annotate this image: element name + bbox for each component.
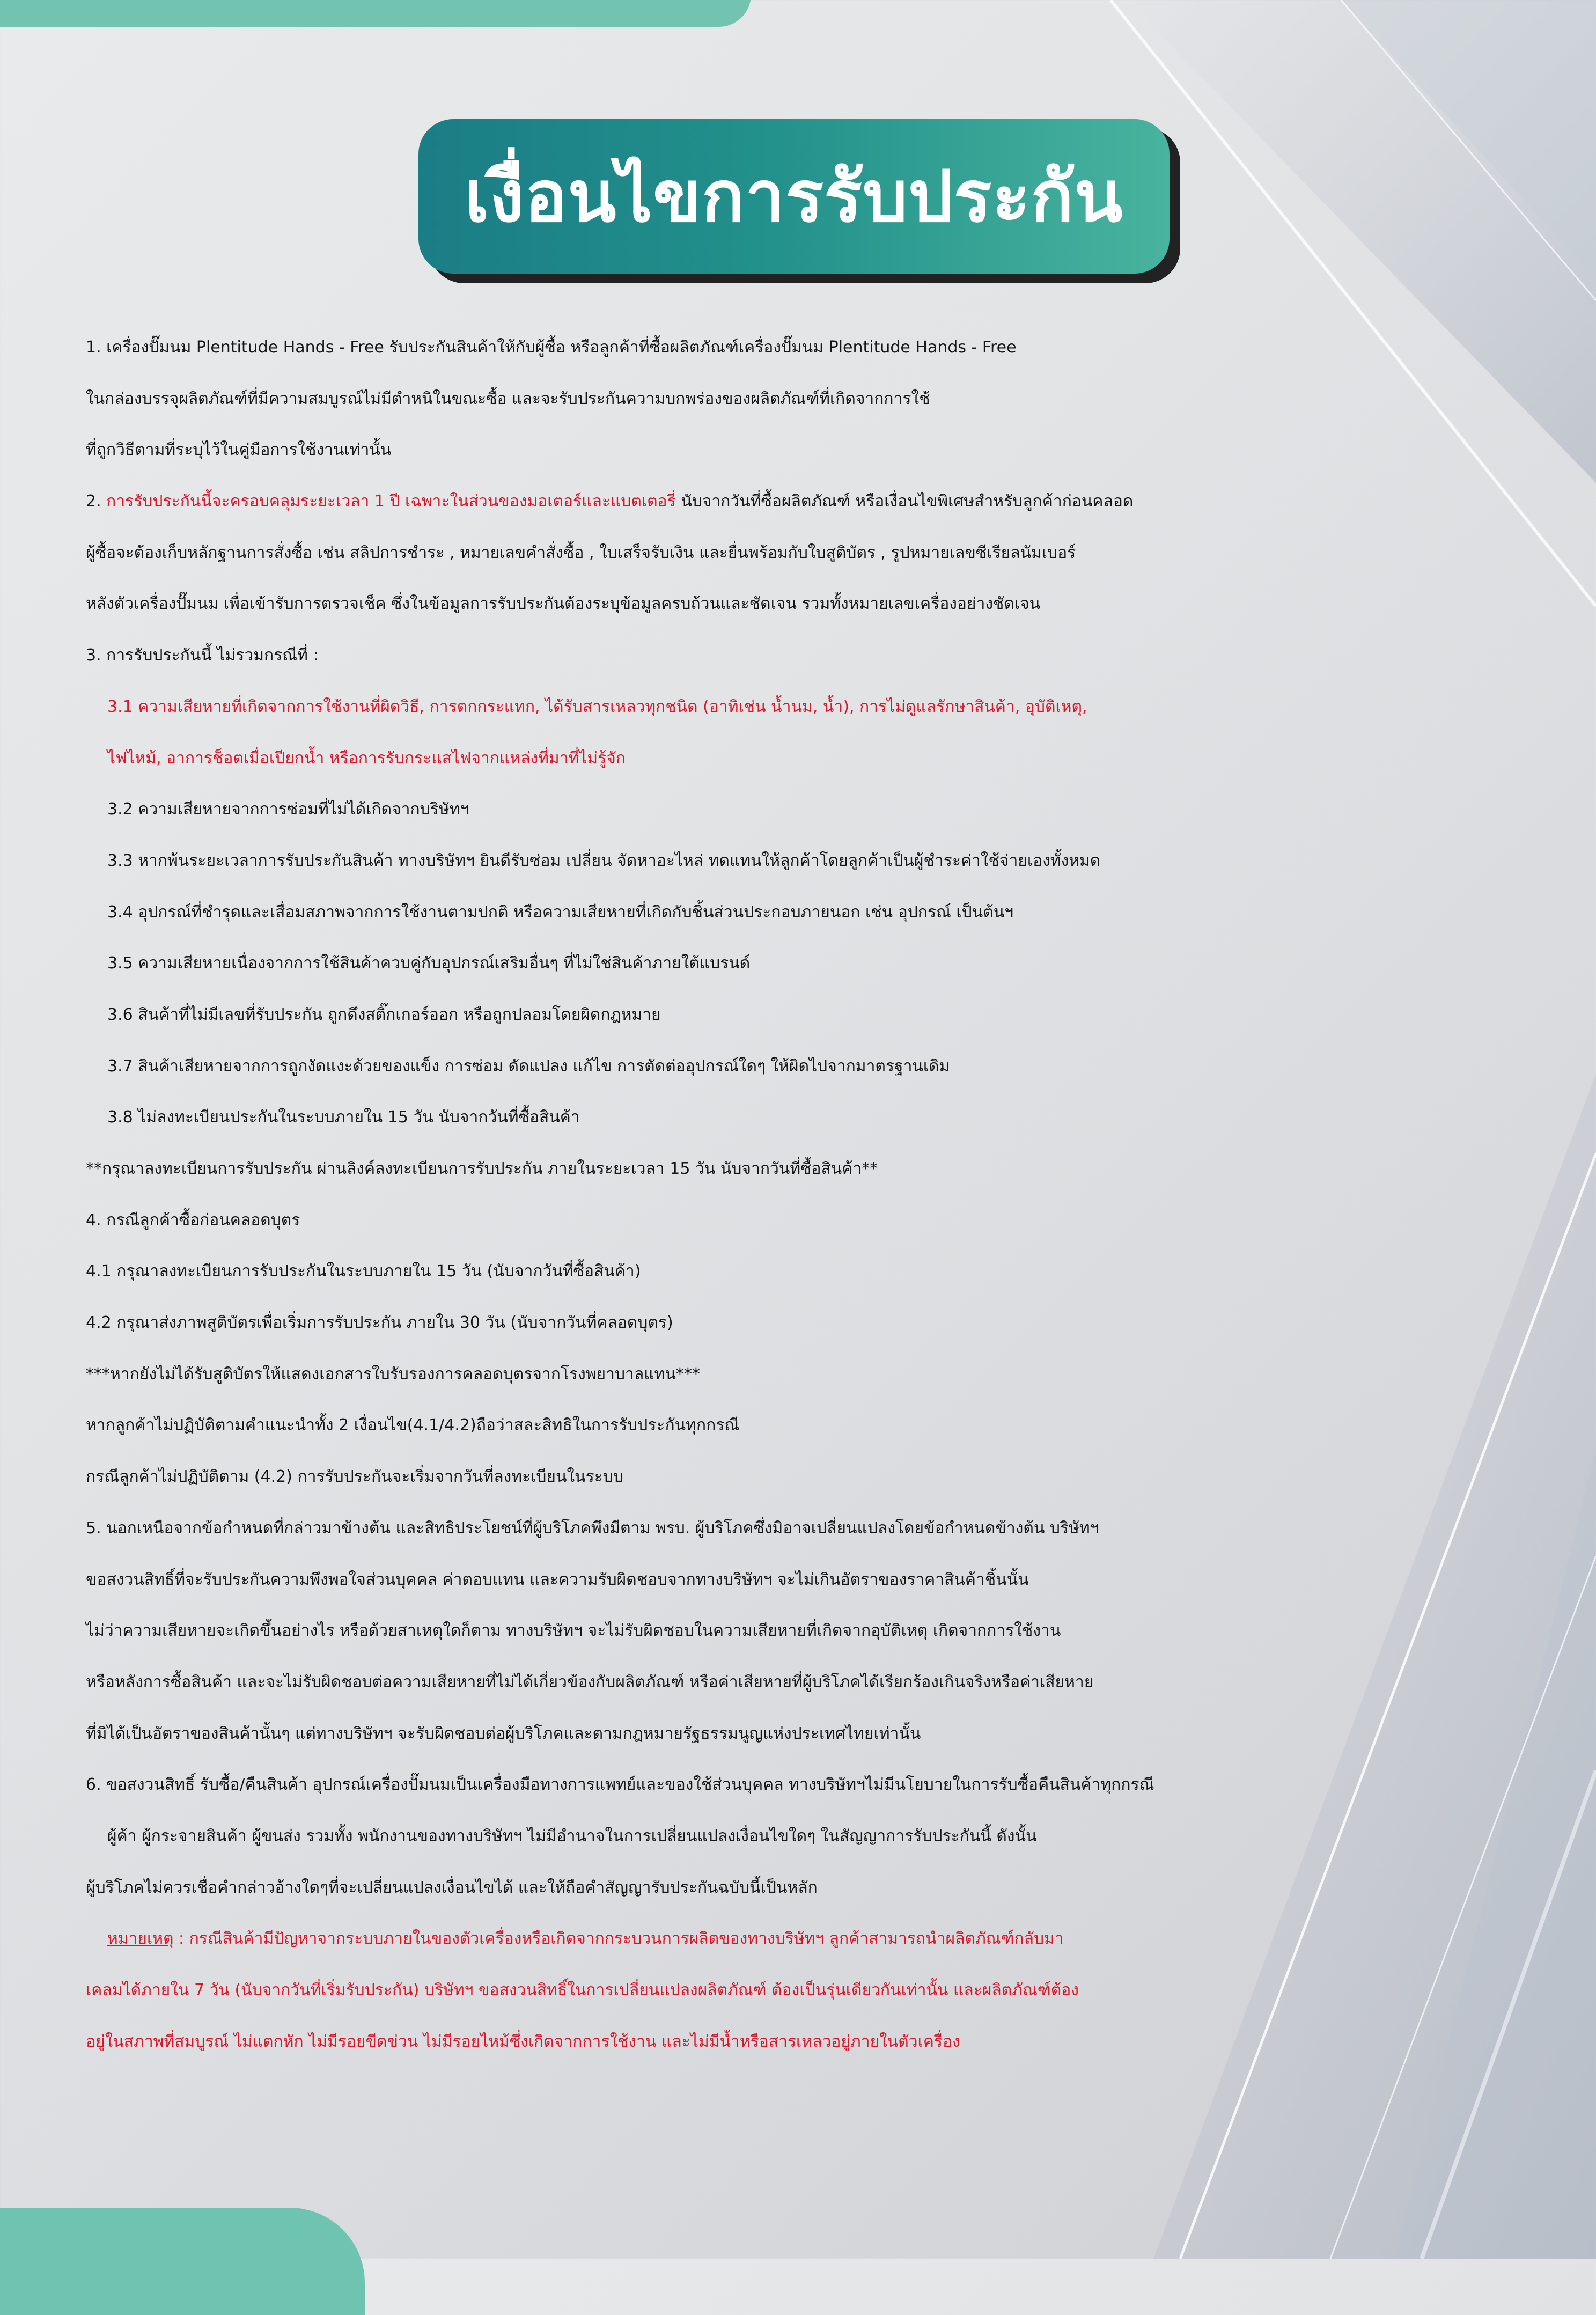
line-22: หากลูกค้าไม่ปฏิบัติตามคำแนะนำทั้ง 2 เงื่อนไข(4.1/4.2)ถือว่าสละสิทธิในการรับประกันทุกกรณี — [86, 1416, 740, 1435]
line-11: 3.3 หากพ้นระยะเวลาการรับประกันสินค้า ทางบริษัทฯ ยินดีรับซ่อม เปลี่ยน จัดหาอะไหล่ ทดแทนให้ลูกค้าโดยลูกค้าเป็นผู้ชำระค่าใช้จ่ายเองทั้งหมด — [107, 851, 1101, 870]
line-13: 3.5 ความเสียหายเนื่องจากการใช้สินค้าควบคู่กับอุปกรณ์เสริมอื่นๆ ที่ไม่ใช่สินค้าภายใต้แบรนด์ — [107, 954, 751, 973]
bottom-accent-tab — [0, 2208, 365, 2315]
line-17: **กรุณาลงทะเบียนการรับประกัน ผ่านลิงค์ลงทะเบียนการรับประกัน ภายในระยะเวลา 15 วัน นับจากวันที่ซื้อสินค้า** — [86, 1159, 878, 1178]
line-2: ในกล่องบรรจุผลิตภัณฑ์ที่มีความสมบูรณ์ไม่มีตำหนิในขณะซื้อ และจะรับประกันความบกพร่องของผลิตภัณฑ์ที่เกิดจากการใช้ — [86, 389, 930, 408]
line-4: 2. การรับประกันนี้จะครอบคลุมระยะเวลา 1 ปี เฉพาะในส่วนของมอเตอร์และแบตเตอรี่ นับจากวันที่ซื้อผลิตภัณฑ์ หรือเงื่อนไขพิเศษสำหรับลูกค้าก่อนคลอด — [86, 492, 1134, 511]
line-25: ขอสงวนสิทธิ์ที่จะรับประกันความพึงพอใจส่วนบุคคล ค่าตอบแทน และความรับผิดชอบจากทางบริษัทฯ จะไม่เกินอัตราของราคาสินค้าชิ้นนั้น — [86, 1570, 1029, 1589]
line-32: หมายเหตุ : กรณีสินค้ามีปัญหาจากระบบภายในของตัวเครื่องหรือเกิดจากกระบวนการผลิตของทางบริษัทฯ ลูกค้าสามารถนำผลิตภัณฑ์กลับมา — [107, 1929, 1064, 1949]
title-banner — [418, 119, 1170, 274]
line-28: ที่มิได้เป็นอัตราของสินค้านั้นๆ แต่ทางบริษัทฯ จะรับผิดชอบต่อผู้บริโภคและตามกฎหมายรัฐธรรมนูญแห่งประเทศไทยเท่านั้น — [86, 1724, 921, 1743]
line-21: ***หากยังไม่ได้รับสูติบัตรให้แสดงเอกสารใบรับรองการคลอดบุตรจากโรงพยาบาลแทน*** — [86, 1364, 700, 1384]
line-14: 3.6 สินค้าที่ไม่มีเลขที่รับประกัน ถูกดึงสติ๊กเกอร์ออก หรือถูกปลอมโดยผิดกฎหมาย — [107, 1005, 661, 1024]
line-9: ไฟไหม้, อาการช็อตเมื่อเปียกน้ำ หรือการรับกระแสไฟจากแหล่งที่มาที่ไม่รู้จัก — [107, 748, 626, 768]
line-20: 4.2 กรุณาส่งภาพสูติบัตรเพื่อเริ่มการรับประกัน ภายใน 30 วัน (นับจากวันที่คลอดบุตร) — [86, 1313, 673, 1333]
line-26: ไม่ว่าความเสียหายจะเกิดขึ้นอย่างไร หรือด้วยสาเหตุใดก็ตาม ทางบริษัทฯ จะไม่รับผิดชอบในความเสียหายที่เกิดจากอุบัติเหตุ เกิดจากการใช้งาน — [86, 1621, 1061, 1641]
line-16: 3.8 ไม่ลงทะเบียนประกันในระบบภายใน 15 วัน นับจากวันที่ซื้อสินค้า — [107, 1108, 580, 1127]
line-10: 3.2 ความเสียหายจากการซ่อมที่ไม่ได้เกิดจากบริษัทฯ — [107, 800, 469, 819]
line-34: อยู่ในสภาพที่สมบูรณ์ ไม่แตกหัก ไม่มีรอยขีดข่วน ไม่มีรอยไหม้ซึ่งเกิดจากการใช้งาน และไม่มีน้ำหรือสารเหลวอยู่ภายในตัวเครื่อง — [86, 2032, 960, 2051]
line-19: 4.1 กรุณาลงทะเบียนการรับประกันในระบบภายใน 15 วัน (นับจากวันที่ซื้อสินค้า) — [86, 1262, 641, 1281]
page-title: เงื่อนไขการรับประกัน — [465, 156, 1123, 238]
line-6: หลังตัวเครื่องปั๊มนม เพื่อเข้ารับการตรวจเช็ค ซึ่งในข้อมูลการรับประกันต้องระบุข้อมูลครบถ้วนและชัดเจน รวมทั้งหมายเลขเครื่องอย่างชัดเจน — [86, 594, 1041, 614]
line-15: 3.7 สินค้าเสียหายจากการถูกงัดแงะด้วยของแข็ง การซ่อม ดัดแปลง แก้ไข การตัดต่ออุปกรณ์ใดๆ ให้ผิดไปจากมาตรฐานเดิม — [107, 1056, 950, 1076]
line-1: 1. เครื่องปั๊มนม Plentitude Hands - Free รับประกันสินค้าให้กับผู้ซื้อ หรือลูกค้าที่ซื้อผลิตภัณฑ์เครื่องปั๊มนม Plentitude Hands - Free — [86, 338, 1017, 357]
line-24: 5. นอกเหนือจากข้อกำหนดที่กล่าวมาข้างต้น และสิทธิประโยชน์ที่ผู้บริโภคพึงมีตาม พรบ. ผู้บริโภคซึ่งมิอาจเปลี่ยนแปลงโดยข้อกำหนดข้างต้น บริษัทฯ — [86, 1518, 1099, 1538]
line-5: ผู้ซื้อจะต้องเก็บหลักฐานการสั่งซื้อ เช่น สลิปการชำระ , หมายเลขคำสั่งซื้อ , ใบเสร็จรับเงิน และยื่นพร้อมกับใบสูติบัตร , รูปหมายเลขซีเรียลนัมเบอร์ — [86, 543, 1076, 562]
line-33: เคลมได้ภายใน 7 วัน (นับจากวันที่เริ่มรับประกัน) บริษัทฯ ขอสงวนสิทธิ์ในการเปลี่ยนแปลงผลิตภัณฑ์ ต้องเป็นรุ่นเดียวกันเท่านั้น และผลิตภัณฑ์ต้อง — [86, 1981, 1079, 2000]
line-7: 3. การรับประกันนี้ ไม่รวมกรณีที่ : — [86, 646, 319, 665]
line-27: หรือหลังการซื้อสินค้า และจะไม่รับผิดชอบต่อความเสียหายที่ไม่ได้เกี่ยวข้องกับผลิตภัณฑ์ หรือค่าเสียหายที่ผู้บริโภคได้เรียกร้องเกินจริงหรือค่าเสียหาย — [86, 1672, 1094, 1692]
warranty-terms — [86, 322, 1545, 2067]
line-30: ผู้ค้า ผู้กระจายสินค้า ผู้ขนส่ง รวมทั้ง พนักงานของทางบริษัทฯ ไม่มีอำนาจในการเปลี่ยนแปลงเงื่อนไขใดๆ ในสัญญาการรับประกันนี้ ดังนั้น — [107, 1826, 1037, 1846]
line-31: ผู้บริโภคไม่ควรเชื่อคำกล่าวอ้างใดๆที่จะเปลี่ยนแปลงเงื่อนไขได้ และให้ถือคำสัญญารับประกันฉบับนี้เป็นหลัก — [86, 1878, 818, 1897]
line-23: กรณีลูกค้าไม่ปฏิบัติตาม (4.2) การรับประกันจะเริ่มจากวันที่ลงทะเบียนในระบบ — [86, 1467, 623, 1487]
line-3: ที่ถูกวิธีตามที่ระบุไว้ในคู่มือการใช้งานเท่านั้น — [86, 440, 392, 460]
line-29: 6. ขอสงวนสิทธิ์ รับซื้อ/คืนสินค้า อุปกรณ์เครื่องปั๊มนมเป็นเครื่องมือทางการแพทย์และของใช้ส่วนบุคคล ทางบริษัทฯไม่มีนโยบายในการรับซื้อคืนสินค้าทุกกรณี — [86, 1775, 1154, 1795]
top-accent-tab — [0, 0, 751, 27]
line-8: 3.1 ความเสียหายที่เกิดจากการใช้งานที่ผิดวิธี, การตกกระแทก, ได้รับสารเหลวทุกชนิด (อาทิเช่น น้ำนม, น้ำ), การไม่ดูแลรักษาสินค้า, อุบัติเหตุ, — [107, 697, 1087, 716]
line-18: 4. กรณีลูกค้าซื้อก่อนคลอดบุตร — [86, 1210, 300, 1230]
line-12: 3.4 อุปกรณ์ที่ชำรุดและเสื่อมสภาพจากการใช้งานตามปกติ หรือความเสียหายที่เกิดกับชิ้นส่วนประกอบภายนอก เช่น อุปกรณ์ เป็นต้นฯ — [107, 902, 1014, 922]
note-label: หมายเหตุ — [107, 1929, 174, 1949]
